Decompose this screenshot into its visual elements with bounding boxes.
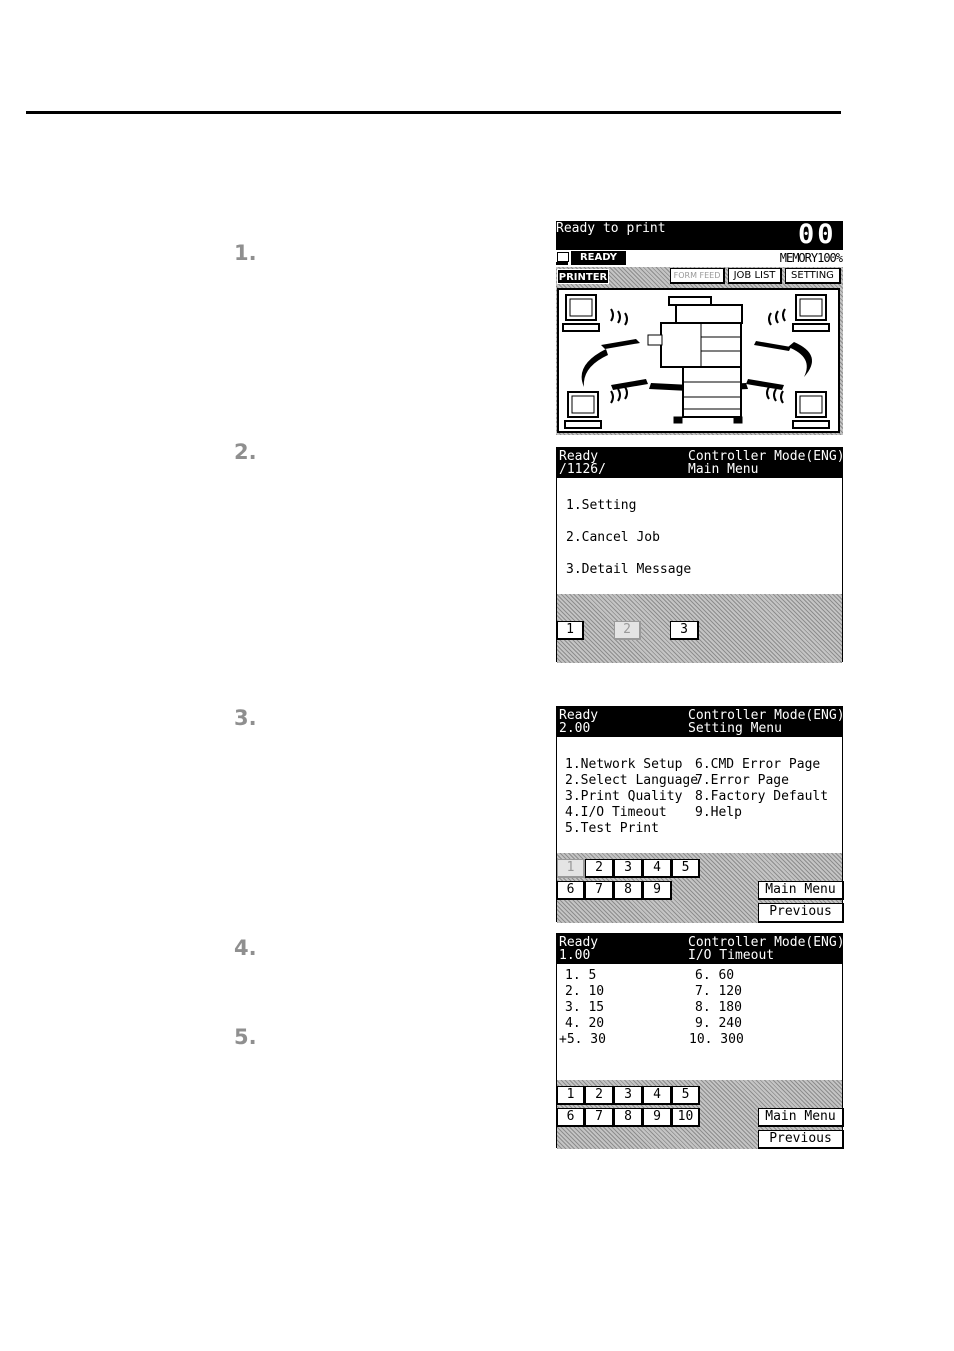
timeout-option-2: 2. 10	[565, 984, 605, 999]
key-7[interactable]: 7	[585, 1108, 614, 1127]
menu-item-cmd-error-page: 6.CMD Error Page	[695, 757, 821, 772]
header-rule	[26, 111, 841, 114]
keypad-area	[557, 594, 842, 663]
menu-item-cancel-job: 2.Cancel Job	[566, 530, 660, 545]
key-7[interactable]: 7	[585, 881, 614, 900]
computer-icon-top-right	[793, 295, 829, 331]
computer-icon-top-left	[563, 295, 599, 331]
key-4[interactable]: 4	[643, 1086, 672, 1105]
key-6[interactable]: 6	[557, 881, 585, 900]
timeout-option-10: 10. 300	[689, 1032, 744, 1047]
menu-item-test-print: 5.Test Print	[565, 821, 659, 836]
mode-line-1: Controller Mode(ENG)	[688, 449, 845, 464]
key-1[interactable]: 1	[557, 859, 585, 878]
timeout-option-4: 4. 20	[565, 1016, 605, 1031]
computer-icon-bottom-right	[793, 392, 829, 428]
key-5[interactable]: 5	[672, 859, 700, 878]
menu-item-io-timeout: 4.I/O Timeout	[565, 805, 667, 820]
key-8[interactable]: 8	[614, 881, 643, 900]
mode-line-2: Main Menu	[688, 462, 759, 477]
screen-header	[557, 448, 845, 478]
screen-header	[557, 707, 845, 737]
form-feed-button[interactable]: FORM FEED	[670, 268, 725, 284]
key-9[interactable]: 9	[643, 1108, 672, 1127]
mode-line-2: Setting Menu	[688, 721, 782, 736]
status-text: Ready to print	[556, 221, 666, 236]
computer-icon-bottom-left	[565, 392, 601, 428]
key-1[interactable]: 1	[557, 1086, 585, 1105]
menu-item-setting: 1.Setting	[566, 498, 637, 513]
key-2[interactable]: 2	[614, 621, 641, 640]
printer-tab[interactable]: PRINTER	[557, 269, 609, 284]
job-list-button[interactable]: JOB LIST	[728, 268, 782, 284]
timeout-option-9: 9. 240	[695, 1016, 742, 1031]
memory-indicator: MEMORY100%	[779, 251, 842, 265]
key-1[interactable]: 1	[557, 621, 584, 640]
printer-icon-base	[556, 262, 568, 265]
mode-line-1: Controller Mode(ENG)	[688, 935, 845, 950]
timeout-option-7: 7. 120	[695, 984, 742, 999]
step-4-number: 4.	[234, 936, 257, 960]
printer-ready-screen	[556, 219, 876, 435]
menu-item-print-quality: 3.Print Quality	[565, 789, 683, 804]
timeout-option-5-current: +5. 30	[559, 1032, 606, 1047]
menu-item-detail-message: 3.Detail Message	[566, 562, 692, 577]
timeout-option-6: 6. 60	[695, 968, 735, 983]
status-bar	[556, 250, 843, 267]
status-line-1: Ready	[559, 708, 599, 723]
key-3[interactable]: 3	[614, 859, 643, 878]
key-2[interactable]: 2	[585, 1086, 614, 1105]
menu-item-select-language: 2.Select Language	[565, 773, 699, 788]
key-8[interactable]: 8	[614, 1108, 643, 1127]
key-3[interactable]: 3	[614, 1086, 643, 1105]
previous-button[interactable]: Previous	[758, 1130, 844, 1149]
mode-line-1: Controller Mode(ENG)	[688, 708, 845, 723]
key-6[interactable]: 6	[557, 1108, 585, 1127]
menu-item-error-page: 7.Error Page	[695, 773, 789, 788]
status-line-2: /1126/	[559, 462, 606, 477]
timeout-option-1: 1. 5	[565, 968, 597, 983]
mode-line-2: I/O Timeout	[688, 948, 775, 963]
main-menu-button[interactable]: Main Menu	[758, 1108, 844, 1127]
controller-main-menu-screen	[556, 447, 843, 662]
step-1-number: 1.	[234, 241, 257, 265]
key-10[interactable]: 10	[672, 1108, 700, 1127]
main-menu-button[interactable]: Main Menu	[758, 881, 844, 900]
controller-io-timeout-screen	[556, 933, 843, 1148]
menu-item-network-setup: 1.Network Setup	[565, 757, 683, 772]
timeout-option-8: 8. 180	[695, 1000, 742, 1015]
menu-item-help: 9.Help	[695, 805, 742, 820]
key-3[interactable]: 3	[670, 621, 699, 640]
step-5-number: 5.	[234, 1025, 257, 1049]
step-2-number: 2.	[234, 440, 257, 464]
key-2[interactable]: 2	[585, 859, 614, 878]
status-line-2: 1.00	[559, 948, 591, 963]
status-line-2: 2.00	[559, 721, 591, 736]
copy-counter: 00 1	[798, 219, 876, 250]
printer-icon	[557, 252, 569, 262]
previous-button[interactable]: Previous	[758, 903, 844, 923]
timeout-option-3: 3. 15	[565, 1000, 605, 1015]
menu-item-factory-default: 8.Factory Default	[695, 789, 829, 804]
screen-header	[557, 934, 845, 964]
ready-indicator: READY	[571, 251, 626, 265]
network-printing-illustration	[556, 287, 843, 435]
status-line-1: Ready	[559, 935, 599, 950]
status-line-1: Ready	[559, 449, 599, 464]
setting-button[interactable]: SETTING	[785, 268, 841, 284]
step-3-number: 3.	[234, 706, 257, 730]
key-5[interactable]: 5	[672, 1086, 700, 1105]
key-4[interactable]: 4	[643, 859, 672, 878]
key-9[interactable]: 9	[643, 881, 672, 900]
controller-setting-menu-screen	[556, 706, 843, 922]
